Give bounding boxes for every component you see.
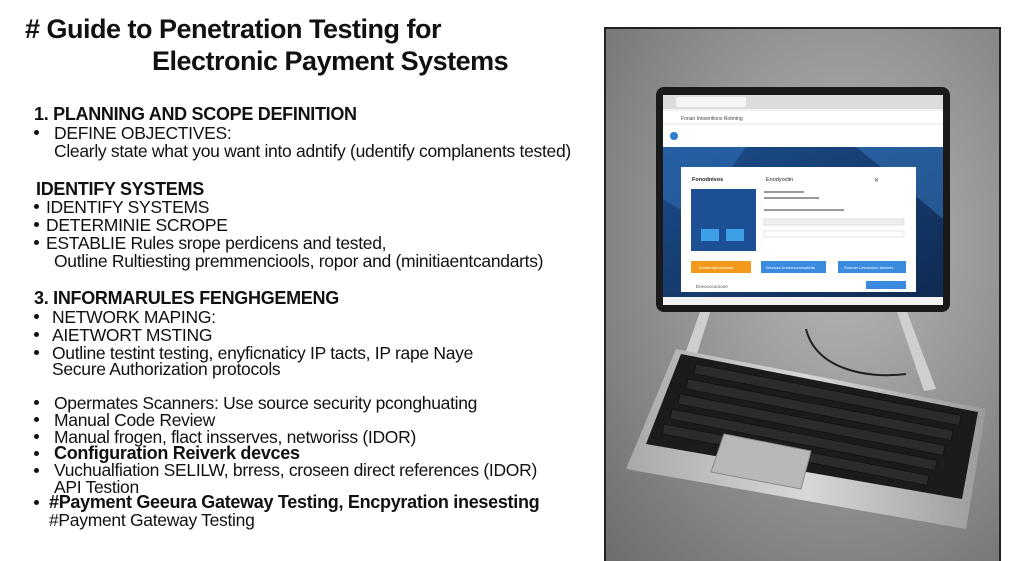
list-item: Outline testint testing, enyficnaticy IP tacts, IP rape Naye (52, 343, 474, 363)
stand-right-leg (896, 309, 936, 391)
title-line-2: Electronic Payment Systems (152, 46, 509, 76)
list-item: AIETWORT MSTING (52, 325, 213, 345)
orange-button-label: Eunsemgcrocoocat (699, 265, 734, 270)
list-item: DEFINE OBJECTIVES: (54, 123, 232, 143)
list-item: DETERMINIE SCROPE (46, 215, 228, 235)
bullet-icon (34, 400, 39, 405)
browser-tab-label: Fonan Innoentions Rotmtng (681, 116, 743, 122)
browser-toolbar (663, 125, 943, 147)
list-item: ESTABLIE Rules srope perdicens and tested, (46, 233, 387, 253)
section-heading: 1. PLANNING AND SCOPE DEFINITION (34, 104, 357, 124)
modal-subtitle: Enodyoctin (766, 177, 794, 183)
bullet-icon (34, 240, 39, 245)
bullet-icon (34, 314, 39, 319)
modal-footer-text: Eneonocourone (696, 284, 728, 289)
close-icon[interactable]: ✕ (874, 178, 880, 184)
list-item-detail: API Testion (54, 477, 139, 497)
bullet-icon (34, 222, 39, 227)
card-chip (701, 229, 719, 241)
blue-button-label: Wsonsa Unnenvcronsoteds (766, 265, 815, 270)
list-item: Configuration Reiverk devces (54, 443, 300, 463)
blue-button-label: Somner Lesnnsiorc tavsnes (844, 265, 894, 270)
list-item: Manual frogen, flact insserves, networiss (IDOR) (54, 427, 416, 447)
list-item: Vuchualfiation SELILW, brress, croseen direct references (IDOR) (54, 460, 537, 480)
footer-button[interactable] (866, 281, 906, 289)
list-item-detail: #Payment Gateway Testing (49, 510, 255, 530)
bullet-icon (34, 417, 39, 422)
title-line-1: # Guide to Penetration Testing for (25, 14, 442, 44)
bullet-icon (34, 130, 39, 135)
list-item: Opermates Scanners: Use source security pconghuating (54, 393, 478, 413)
modal-title: Fonodnivos (692, 177, 724, 183)
bullet-icon (34, 204, 39, 209)
cable (806, 329, 906, 375)
browser-tab (676, 97, 746, 107)
list-item-detail: Secure Authorization protocols (52, 359, 281, 379)
list-item: #Payment Geeura Gateway Testing, Encpyration inesesting (49, 492, 540, 512)
laptop-photo (604, 27, 1001, 561)
section-heading: IDENTIFY SYSTEMS (36, 179, 204, 199)
laptop-illustration (606, 29, 999, 561)
bullet-icon (34, 468, 39, 473)
list-item: NETWORK MAPING: (52, 307, 216, 327)
form-field[interactable] (764, 219, 904, 225)
site-logo-icon (670, 132, 678, 140)
list-item: Manual Code Review (54, 410, 215, 430)
list-item-detail: Outline Rultiesting premmenciools, ropor and (minitiaentcandarts) (54, 251, 544, 271)
card-preview (691, 189, 756, 251)
list-item-detail: Clearly state what you want into adntify (udentify complanents tested) (54, 141, 571, 161)
bullet-icon (34, 434, 39, 439)
bullet-icon (34, 350, 39, 355)
bullet-icon (34, 500, 39, 505)
bullet-icon (34, 332, 39, 337)
section-heading: 3. INFORMARULES FENGHGEMENG (34, 288, 339, 308)
list-item: IDENTIFY SYSTEMS (46, 197, 210, 217)
bullet-icon (34, 451, 39, 456)
card-chip (726, 229, 744, 241)
form-field[interactable] (764, 231, 904, 237)
